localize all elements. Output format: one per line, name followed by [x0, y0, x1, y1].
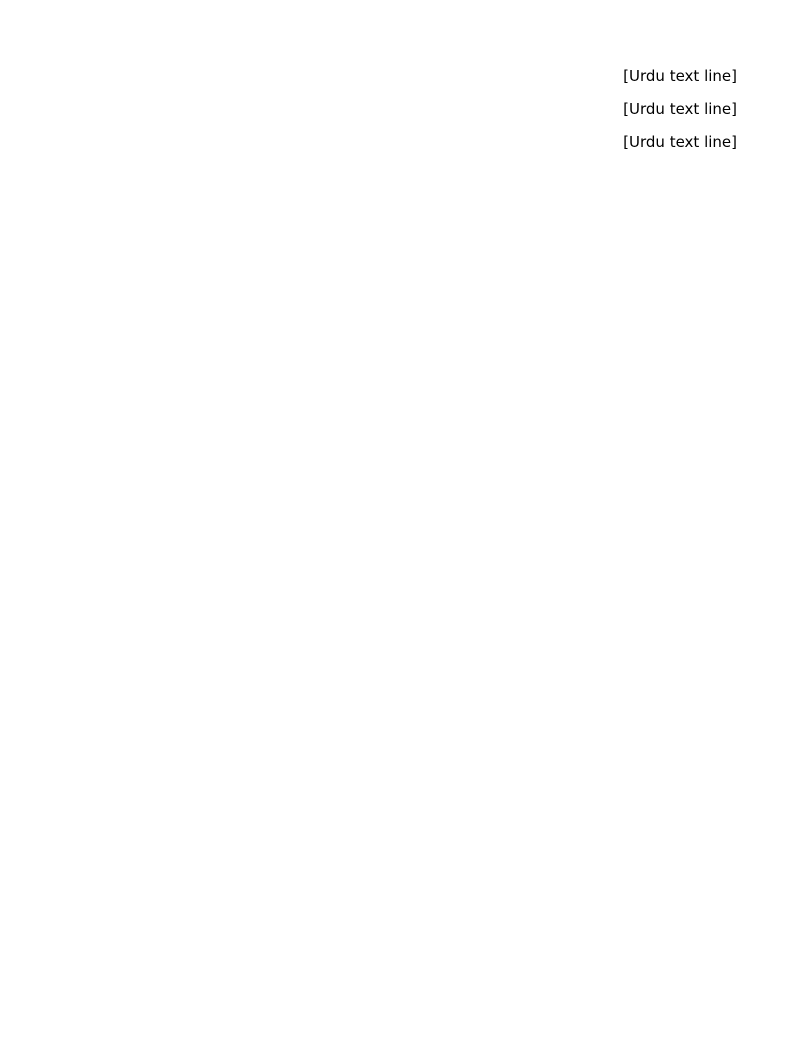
text-line: [Urdu text line]	[623, 67, 737, 85]
text-line: [Urdu text line]	[623, 133, 737, 151]
text-line: [Urdu text line]	[623, 100, 737, 118]
document-page	[0, 0, 793, 219]
